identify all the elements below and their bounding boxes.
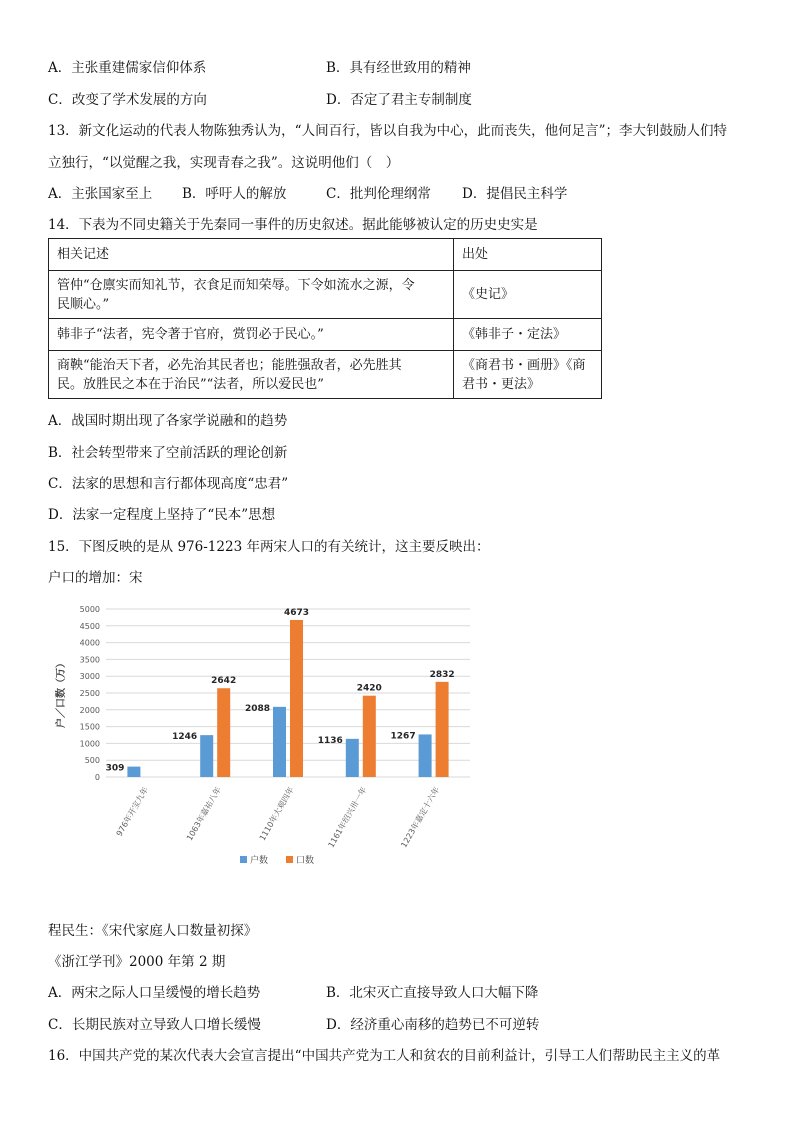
record-cell: 商鞅“能治天下者，必先治其民者也；能胜强敌者，必先胜其 民。放胜民之本在于治民”“法者，所以爱民也” [49, 351, 454, 399]
y-tick-label: 500 [84, 756, 100, 766]
bar-households [419, 734, 432, 777]
data-label: 1136 [317, 735, 343, 746]
q15-option-c: C．长期民族对立导致人口增长缓慢 [48, 1017, 261, 1033]
q12-option-d: D．否定了君主专制制度 [326, 92, 472, 108]
q14-source-table [48, 238, 602, 399]
y-tick-label: 4500 [79, 621, 100, 631]
population-bar-chart [48, 595, 488, 880]
data-label: 2088 [244, 703, 270, 714]
q15-option-d: D．经济重心南移的趋势已不可逆转 [326, 1017, 540, 1033]
y-tick-label: 3500 [79, 655, 100, 665]
source-cell: 《商君书・画册》《商 君书・更法》 [454, 351, 602, 399]
q13-option-a: A．主张国家至上 [48, 186, 153, 202]
x-tick-label: 976年开宝九年 [114, 785, 151, 838]
q15-source-author: 程民生：《宋代家庭人口数量初探》 [48, 923, 258, 939]
q12-option-a: A．主张重建儒家信仰体系 [48, 60, 207, 76]
bar-households [273, 707, 286, 777]
y-tick-label: 2500 [79, 689, 100, 698]
source-cell: 《史记》 [454, 271, 602, 319]
table-row [49, 271, 602, 319]
y-tick-label: 3000 [79, 672, 100, 682]
y-tick-label: 1500 [79, 722, 100, 732]
data-label: 1246 [172, 732, 198, 743]
bar-persons [290, 620, 303, 777]
q13-stem-line2: 立独行，“以觉醒之我，实现青春之我”。这说明他们（ ） [48, 155, 400, 171]
record-cell: 管仲“仓廪实而知礼节，衣食足而知荣辱。下令如流水之源，令 民顺心。” [49, 271, 454, 319]
q15-stem: 15．下图反映的是从 976-1223 年两宋人口的有关统计，这主要反映出： [48, 539, 490, 555]
q15-caption: 户口的增加：宋 [48, 570, 143, 586]
table-row [49, 351, 602, 399]
data-label: 2832 [429, 669, 455, 680]
legend-label: 户数 [250, 856, 269, 866]
q13-option-c: C．批判伦理纲常 [326, 186, 431, 202]
q13-option-d: D．提倡民主科学 [462, 186, 568, 202]
y-tick-label: 2000 [79, 705, 100, 715]
table-row [49, 319, 602, 351]
legend-swatch [240, 856, 247, 863]
q15-source-journal: 《浙江学刊》2000 年第 2 期 [48, 954, 226, 970]
legend-swatch [286, 856, 293, 863]
bar-households [127, 767, 140, 777]
q14-stem: 14．下表为不同史籍关于先秦同一事件的历史叙述。据此能够被认定的历史史实是 [48, 217, 538, 233]
q14-option-a: A．战国时期出现了各家学说融和的趋势 [48, 413, 288, 429]
bar-persons [363, 696, 376, 777]
q12-option-c: C．改变了学术发展的方向 [48, 92, 207, 108]
y-tick-label: 0 [94, 773, 100, 782]
q12-option-b: B．具有经世致用的精神 [326, 60, 471, 76]
record-cell: 韩非子“法者，宪令著于官府，赏罚必于民心。” [49, 319, 454, 351]
q16-stem: 16．中国共产党的某次代表大会宣言提出“中国共产党为工人和贫农的目前利益计，引导工人们帮助民主主义的革 [48, 1048, 721, 1064]
bar-households [200, 735, 213, 777]
source-cell: 《韩非子・定法》 [454, 319, 602, 351]
q13-stem-line1: 13．新文化运动的代表人物陈独秀认为，“人间百行，皆以自我为中心，此而丧失，他何足言”；李大钊鼓励人们特 [48, 123, 727, 139]
x-tick-label: 1223年嘉定十六年 [399, 785, 442, 850]
data-label: 309 [105, 763, 125, 774]
x-tick-label: 1110年大观四年 [257, 785, 296, 843]
data-label: 4673 [283, 607, 310, 618]
data-label: 2642 [211, 676, 237, 687]
q14-option-c: C．法家的思想和言行都体现高度“忠君” [48, 476, 289, 492]
y-tick-label: 1000 [79, 739, 100, 749]
q15-option-a: A．两宋之际人口呈缓慢的增长趋势 [48, 985, 261, 1001]
y-tick-label: 4000 [79, 638, 100, 648]
q13-option-b: B．呼吁人的解放 [182, 186, 287, 202]
bar-households [346, 739, 359, 777]
x-tick-label: 1063年嘉祐八年 [184, 785, 223, 843]
header-source: 出处 [454, 239, 602, 271]
data-label: 1267 [390, 731, 416, 742]
legend-label: 口数 [296, 856, 315, 866]
table-header-row [49, 239, 602, 271]
x-tick-label: 1161年绍兴卅一年 [326, 785, 369, 850]
y-tick-label: 5000 [79, 605, 100, 614]
bar-persons [217, 688, 230, 777]
data-label: 2420 [356, 683, 382, 694]
header-record: 相关记述 [49, 239, 454, 271]
bar-persons [436, 682, 449, 777]
q15-option-b: B．北宋灭亡直接导致人口大幅下降 [326, 985, 539, 1001]
q14-option-d: D．法家一定程度上坚持了“民本”思想 [48, 507, 276, 523]
y-axis-label: 户／口数（万） [56, 658, 67, 728]
q14-option-b: B．社会转型带来了空前活跃的理论创新 [48, 445, 288, 461]
